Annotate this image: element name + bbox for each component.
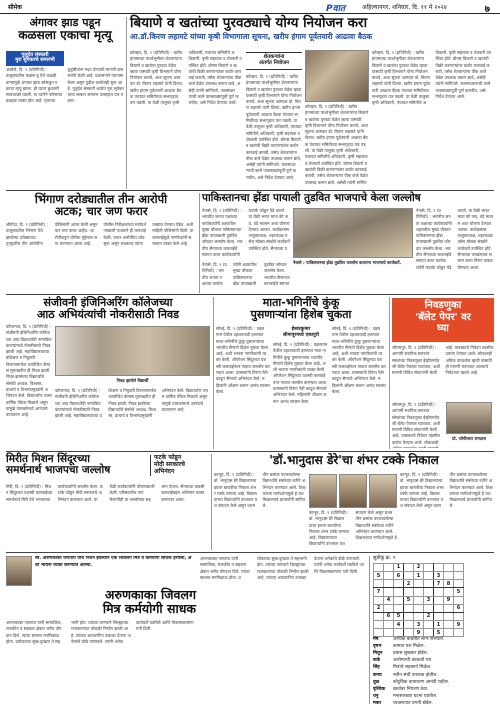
sudoku-cell [394, 588, 404, 596]
sudoku-cell [434, 612, 444, 620]
sudoku-cell [404, 571, 414, 579]
zodiac-text: खर्चावर नियंत्रण ठेवा. [393, 686, 429, 692]
zodiac-sign: मिथुन [373, 651, 383, 657]
sudoku-cell [444, 604, 454, 612]
zodiac-sign: मेष [373, 637, 379, 642]
sudoku-grid [373, 563, 464, 638]
sudoku-cell: 2 [374, 604, 384, 612]
article-body-mid: कान्हूर, दि. ९ (प्रतिनिधी) : डॉ. भानुदास डेरे विद्यालयाचा इयत्ता बारावीचा निकाल शंभर टक्के लागला आहे. विद्यालयाच्या विद्यार्थ्यांनी उज्ज्वल यश संपादन केले असून प्रथम तीन क्रमांक पटकावलेल्या विद्यार्थ्यांचे संस्थेच्या वतीने अभिनंदन करण्यात आले. शिक्षकांच्या मार्गदर्शनामुळे हे [309, 510, 397, 547]
sudoku-cell [434, 596, 444, 604]
sudoku-cell: 5 [394, 612, 404, 620]
sudoku-cell [374, 612, 384, 620]
tag-title: ईश्वरकुमार [291, 327, 311, 332]
headline: पाकिस्तानचा झेंडा पायाली तुडवित भाजपाचे केला जल्लोष [202, 192, 421, 204]
sudoku-cell [384, 580, 394, 588]
article-body-mid: सोनई, दि. ९ (प्रतिनिधी) : पहलगाम येथील दहशतवादी हल्ल्यात माता-भगिनींचे कुंकू पुसणाऱ्यांचा भारतीय सैन्याने हिशेब चुकता केला आहे, अशी भावना नागरिकांनी व्यक्त केली. ऑपरेशन सिंदूरच्या यशस्वी कारवाईनंतर गावात जल्लोष करण्यात आला. ग्रामस्थांनी तिरंगा रॅली काढून सैन्याचे अभिनंदन केले. महिलांनी औक्षण करून आनंद साजरा केला. [273, 342, 328, 404]
article-miri [6, 454, 146, 477]
sub-box-title: गुलुदेव संस्कारी [21, 51, 49, 58]
article-body-left: कान्हूर, दि. ९ (प्रतिनिधी) : डॉ. भानुदास डेरे विद्यालयाचा इयत्ता बारावीचा निकाल शंभर टक्के लागला आहे. विद्यालयाच्या विद्यार्थ्यांनी उज्ज्वल यश संपादन केले असून प्रथम तीन क्रमांक पटकावलेल्या विद्यार्थ्यांचे संस्थेच्या वतीने अभिनंदन करण्यात आले. शिक्षकांच्या मार्गदर्शनामुळे हे यश मिळाल्याचे प्राचार्यांनी सांगितले. [214, 472, 306, 509]
article-body-right: सोनई, दि. ९ (प्रतिनिधी) : पहलगाम येथील दहशतवादी हल्ल्यात माता-भगिनींचे कुंकू पुसणाऱ्यांचा भारतीय सैन्याने हिशेब चुकता केला आहे, अशी भावना नागरिकांनी व्यक्त केली. ऑपरेशन सिंदूरच्या यशस्वी कारवाईनंतर गावात जल्लोष करण्यात आला. ग्रामस्थांनी तिरंगा रॅली काढून सैन्याचे अभिनंदन केले. महिलांनी औक्षण करून आनंद साजरा केला. [332, 326, 386, 394]
sudoku-title: सुडोकू क्र. ९ [373, 555, 396, 561]
sudoku-cell [384, 621, 394, 629]
sudoku-cell: 5 [404, 596, 414, 604]
sudoku-cell [424, 604, 434, 612]
article-body-right: अरुणकाका जगताप यांनी सामाजिक, राजकीय व सहकार क्षेत्रात भरीव योगदान दिले. त्यांचा स्वभाव मनमिळाऊ होता. प्रत्येकाच्या सुख-दुःखात ते सहभागी होत. त्यांच्या जाण्याने जिल्ह्याच्या राजकारणात पोकळी निर्माण झाली आहे. त्यांच्या आठवणींना उजाळा देताना अनेकांचे डोळे पाणावले. त्यांनी अनेक कार्यकर्ते घडविले आणि विकासकामांना गती दिली. [200, 556, 364, 580]
sudoku-cell: 4 [384, 596, 394, 604]
student-photo-2 [339, 474, 367, 508]
portrait-photo [446, 402, 492, 434]
article-tree-fall [6, 16, 124, 104]
zodiac-sign: मकर [373, 700, 382, 704]
article-body-right: कान्हूर, दि. ९ (प्रतिनिधी) : डॉ. भानुदास डेरे विद्यालयाचा इयत्ता बारावीचा निकाल शंभर टक्के लागला आहे. विद्यालयाच्या विद्यार्थ्यांनी उज्ज्वल यश संपादन केले असून प्रथम तीन क्रमांक पटकावलेल्या विद्यार्थ्यांचे संस्थेच्या वतीने अभिनंदन करण्यात आले. शिक्षकांच्या मार्गदर्शनामुळे हे यश मिळाल्याचे प्राचार्यांनी सांगितले. [400, 472, 493, 509]
article-body-top: श्रीरामपूर, दि. ९ (प्रतिनिधी) : आगामी स्थानिक स्वराज्य संस्थांच्या निवडणुका ईव्हीएमऐवजी बॅलेट पेपरवर घ्याव्यात, अशी मागणी विविध संघटनांनी केली आहे. याबाबतचे निवेदन तहसीलदारांना देण्यात आले. लोकशाही अधिक पारदर्शक व्हावी यासाठी ही मागणी करण्यात आल्याचे निवेदनात म्हटले आहे. [392, 345, 494, 376]
zodiac-sign: कन्या [373, 672, 382, 678]
sudoku-cell: 1 [414, 571, 424, 579]
horoscope-row [373, 679, 494, 686]
zodiac-sign: वृश्चिक [373, 686, 386, 692]
sudoku-cell [414, 612, 424, 620]
zodiac-sign: वृषभ [373, 644, 382, 650]
article-robbery [6, 193, 196, 218]
sudoku-cell: 4 [394, 621, 404, 629]
sudoku-cell: 7 [434, 580, 444, 588]
article-body-left: सोनई, दि. ९ (प्रतिनिधी) : पहलगाम येथील दहशतवादी हल्ल्यात माता-भगिनींचे कुंकू पुसणाऱ्यांचा भारतीय सैन्याने हिशेब चुकता केला आहे, अशी भावना नागरिकांनी व्यक्त केली. ऑपरेशन सिंदूरच्या यशस्वी कारवाईनंतर गावात जल्लोष करण्यात आला. ग्रामस्थांनी तिरंगा रॅली काढून सैन्याचे अभिनंदन केले. महिलांनी औक्षण करून आनंद साजरा केला. [216, 326, 270, 394]
horoscope-row [373, 657, 494, 664]
headline-line1: अरुणकाका जिवलग [104, 587, 196, 602]
zodiac-text: मनासारख्या घटना घडतील. [393, 693, 438, 699]
article-body: श्रीगोंदा, दि. ९ (प्रतिनिधी) : तालुक्यातील भिंगाण येथे झालेल्या दरोड्याच्या गुन्ह्यातील तीन आरोपींना पोलिसांनी अटक केली असून चार जण फरार आहेत. आरोपींकडून चोरीचा मुद्देमाल जप्त करण्यात आला आहे. पोलीस निरीक्षकांच्या मार्गदर्शनाखाली पथकाने ही कारवाई केली. फरार आरोपींचा शोध सुरू असून लवकरच त्यांना ताब्यात घेण्यात येईल, अशी माहिती पोलिसांनी दिली. या कारवाईमुळे नागरिकांनी समाधान व्यक्त केले आहे. [6, 222, 194, 246]
sudoku-cell: 1 [394, 563, 404, 571]
horoscope-row [373, 686, 494, 693]
article-body-mid: कोल्हार, दि. ९ (प्रतिनिधी) : खरीप हंगामाच्या पार्श्वभूमीवर शेतकऱ्यांना बियाणे व खतांचा पुरवठा वेळेत व्हावा यासाठी कृषी विभागाने योग्य नियोजन करावे, अशा सूचना आमदार डॉ. किरण लहामटे यांनी दिल्या. खरीप हंगाम पूर्वतयारी आढावा बैठक पंचायत समितीच्या सभागृहात पार पडली. या वेळी तालुका कृषी अधिकारी, पंचायत समितीचे अधिकारी, कृषी सहायक व शेतकरी उपस्थित होते. बोगस बियाणे व खतांची विक्री करणाऱ्यांवर कठोर कारवाई करावी, तसेच शेतकऱ्यांना पीक कर्ज वेळेत उपलब्ध करून द्यावे, असेही त्यांनी सांगितले. जलसंधारणाची कामे पावसाळ्यापूर्वी पूर्ण करावीत, असे निर्देश देण्यात आले. [246, 74, 302, 180]
sudoku-cell [384, 604, 394, 612]
sudoku-cell [384, 588, 394, 596]
sudoku-cell: 9 [454, 621, 464, 629]
article-body-left: कोल्हार, दि. ९ (प्रतिनिधी) : खरीप हंगामाच्या पार्श्वभूमीवर शेतकऱ्यांना बियाणे व खतांचा पुरवठा वेळेत व्हावा यासाठी कृषी विभागाने योग्य नियोजन करावे, अशा सूचना आमदार डॉ. किरण लहामटे यांनी दिल्या. खरीप हंगाम पूर्वतयारी आढावा बैठक पंचायत समितीच्या सभागृहात पार पडली. या वेळी तालुका कृषी अधिकारी, पंचायत समितीचे अधिकारी, कृषी सहायक व शेतकरी उपस्थित होते. बोगस बियाणे व खतांची विक्री करणाऱ्यांवर कठोर कारवाई करावी, तसेच शेतकऱ्यांना पीक कर्ज वेळेत उपलब्ध करून द्यावे, असेही त्यांनी सांगितले. जलसंधारणाची कामे पावसाळ्यापूर्वी पूर्ण करावीत, असे निर्देश देण्यात आले. [130, 50, 242, 106]
zodiac-text: आर्थिक बाबतीत लाभ संभवतो. [393, 637, 445, 642]
headline-line1: भिंगाण दरोड्यातील तीन आरोपी [34, 192, 168, 206]
sudoku-cell [444, 571, 454, 579]
sudoku-cell [444, 612, 454, 620]
headline-line2: आठ अभियंत्यांची नोकरीसाठी निवड [37, 307, 179, 321]
zodiac-text: मित्रांचे सहकार्य मिळेल. [393, 665, 432, 671]
zodiac-text: कामात यश मिळेल. [393, 644, 425, 650]
sub-box-title2: मुरा सुपेकरचे समारंभी [15, 57, 55, 64]
brand-logo: Pवात [326, 4, 346, 14]
sudoku-cell [404, 604, 414, 612]
headline: बियाणे व खतांच्या पुरवठ्याचे योग्य नियोजन करा [130, 15, 368, 31]
sudoku-cell [424, 571, 434, 579]
sudoku-cell [394, 596, 404, 604]
sudoku-cell: 6 [454, 604, 464, 612]
sudoku-cell [424, 580, 434, 588]
horoscope-row [373, 693, 494, 700]
horoscope-row [373, 636, 494, 643]
article-body-photo: कोल्हार, दि. ९ (प्रतिनिधी) : खरीप हंगामाच्या पार्श्वभूमीवर शेतकऱ्यांना बियाणे व खतांचा पुरवठा वेळेत व्हावा यासाठी कृषी विभागाने योग्य नियोजन करावे, अशा सूचना आमदार डॉ. किरण लहामटे यांनी दिल्या. खरीप हंगाम पूर्वतयारी आढावा बैठक पंचायत समितीच्या सभागृहात पार पडली. या वेळी तालुका कृषी अधिकारी, पंचायत समितीचे अधिकारी, कृषी सहायक व शेतकरी उपस्थित होते. बोगस बियाणे व खतांची विक्री करणाऱ्यांवर कठोर कारवाई करावी, तसेच शेतकऱ्यांना पीक कर्ज वेळेत उपलब्ध करून द्यावे, असेही त्यांनी सांगित [305, 104, 369, 184]
sudoku-cell: 2 [414, 563, 424, 571]
headline-line1: माता-भगिनींचे कुंकू [262, 296, 340, 309]
article-arunkaka [6, 588, 196, 615]
zodiac-text: नवीन संधी उपलब्ध होतील. [393, 672, 438, 678]
sudoku-cell [444, 588, 454, 596]
sudoku-cell [454, 612, 464, 620]
article-body-left: नेवासे, दि. ९ (प्रतिनिधी) : भारतीय जनता पक्षाच्या कार्यकर्त्यांनी शहरातील मुख्य चौकात पाकिस्तानचा झेंडा पायाखाली तुडवित जोरदार जल्लोष केला. भारतीय सैन्याच्या कारवाईचे स्वागत करत कार्यकर्त्यांनी फटाके फोडून पेढे वाटले. या वेळी भारत माता की जय, वंदे मातरम अशा घोषणा देण्यात आल्या. कार्यक्रमास तालुकाध्यक्ष, शहराध्यक्ष तसेच मोठ्या संख्येने कार्यकर्ते उपस्थित होते. सैन्याच्या प [202, 208, 290, 258]
article-seeds-fertilizers [130, 16, 494, 41]
banner-line1: निवडणुका [424, 300, 462, 311]
horoscope-row [373, 672, 494, 679]
sudoku-cell: 3 [424, 596, 434, 604]
celebration-photo [293, 208, 413, 258]
sudoku-cell: 6 [384, 612, 394, 620]
article-body-left: अरुणकाका जगताप यांनी सामाजिक, राजकीय व सहकार क्षेत्रात भरीव योगदान दिले. त्यांचा स्वभाव मनमिळाऊ होता. प्रत्येकाच्या सुख-दुःखात ते सहभागी होत. त्यांच्या जाण्याने जिल्ह्याच्या राजकारणात पोकळी निर्माण झाली आहे. त्यांच्या आठवणींना उजाळा देताना अनेकांचे डोळे पाणावले. त्यांनी अनेक कार्यकर्ते घडविले आणि विकासकामांना गती दिली. [6, 620, 194, 644]
sudoku-cell [454, 580, 464, 588]
sudoku-cell [424, 588, 434, 596]
sudoku-cell [454, 563, 464, 571]
sudoku-cell [434, 588, 444, 596]
sub-headline: आ.डॉ.किरण लहामटे यांच्या कृषी विभागाला सूचना, खरीप हंगाम पूर्वतयारी आढावा बैठक [130, 31, 373, 41]
sudoku-cell [414, 580, 424, 588]
article-intro: स्व. अरुणकाका जगताप यांचे निधन झाल्याने एक जिवलग मित्र व कर्मयोगी साधक हरपला, अशा भावना व्यक्त करण्यात आल्या. [35, 556, 192, 568]
photo-caption: नेवासे : पाकिस्तानचा झेंडा तुडवित जल्लोष करताना भाजपाचे कार्यकर्ते. [293, 260, 402, 265]
sudoku-cell: 9 [444, 596, 454, 604]
horoscope-row [373, 650, 494, 657]
sudoku-cell: 5 [454, 588, 464, 596]
article-sindoor [216, 297, 386, 321]
zodiac-text: प्रवास सुखकर होईल. [393, 651, 429, 657]
horoscope-row [373, 643, 494, 650]
headline-line2: अटक; चार जण फरार [54, 204, 148, 219]
sudoku-cell: 5 [374, 571, 384, 579]
article-body-bottom: नेवासे, दि. ९ (प्रतिनिधी) : भारतीय जनता पक्षाच्या कार्यकर्त्यांनी शहरातील मुख्य चौकात पाकिस्तानचा झेंडा पायाखाली तुडवित जोरदार जल्लोष केला. भारतीय सैन्याच्या कारवाईचे स्वागत [202, 262, 290, 286]
tag-box [273, 326, 329, 339]
sudoku-cell [424, 563, 434, 571]
article-body-right: कोल्हार, दि. ९ (प्रतिनिधी) : खरीप हंगामाच्या पार्श्वभूमीवर शेतकऱ्यांना बियाणे व खतांचा पुरवठा वेळेत व्हावा यासाठी कृषी विभागाने योग्य नियोजन करावे, अशा सूचना आमदार डॉ. किरण लहामटे यांनी दिल्या. खरीप हंगाम पूर्वतयारी आढावा बैठक पंचायत समितीच्या सभागृहात पार पडली. या वेळी तालुका कृषी अधिकारी, पंचायत समितीचे अधिकारी, कृषी सहायक व शेतकरी उपस्थित होते. बोगस बियाणे व खतांची विक्री करणाऱ्यांवर कठोर कारवाई करावी, तसेच शेतकऱ्यांना पीक कर्ज वेळेत उपलब्ध करून द्यावे, असेही त्यांनी सांगितले. जलसंधारणाची कामे पावसाळ्यापूर्वी पूर्ण करावीत, असे निर्देश देण्यात आले. [372, 50, 491, 106]
sudoku-cell [454, 571, 464, 579]
article-body-right: नेवासे, दि. ९ (प्रतिनिधी) : भारतीय जनता पक्षाच्या कार्यकर्त्यांनी शहरातील मुख्य चौकात पाकिस्तानचा झेंडा पायाखाली तुडवित जोरदार जल्लोष केला. भारतीय सैन्याच्या कारवाईचे स्वागत करत कार्यकर्त्यांनी फटाके फोडून पेढे वाटले. या वेळी भारत माता की जय, वंदे मातरम अशा घोषणा देण्यात आल्या. कार्यक्रमास तालुकाध्यक्ष, शहराध्यक्ष तसेच मोठ्या संख्येने कार्यकर्ते उपस्थित होते. सैन्याच्या पराक्रमाला सलाम करत तिरंगा फडकविण्यात आला. [416, 208, 494, 270]
headline-line1: संजीवनी इंजिनिअरिंग कॉलेजच्या [43, 296, 173, 309]
side-box [150, 455, 206, 476]
sudoku-cell: 7 [374, 588, 384, 596]
sudoku-cell: 1 [434, 621, 444, 629]
zodiac-text: कौटुंबिक वातावरण आनंदी राहील. [393, 679, 450, 685]
author-photo [6, 556, 32, 586]
sudoku-cell [444, 563, 454, 571]
article-dere-result [214, 454, 494, 467]
student-photo-1 [309, 474, 337, 508]
sudoku-cell [404, 612, 414, 620]
sudoku-cell: 9 [414, 629, 424, 637]
headline-line2: समर्थनार्थ भाजपचा जल्लोष [6, 464, 111, 477]
section-name: सीमेक [8, 4, 22, 11]
zodiac-sign: धनु [373, 693, 379, 699]
article-sanjivani [6, 297, 210, 321]
sudoku-cell: 2 [424, 612, 434, 620]
students-photo [55, 326, 210, 376]
headline: 'डॉ.भानुदास डेरे'चा शंभर टक्के निकाल [269, 453, 439, 467]
headline-line1: मिरीत मिशन सिंदूरच्या [6, 453, 90, 465]
sudoku-cell [454, 596, 464, 604]
sudoku-cell [374, 580, 384, 588]
sudoku-cell [414, 596, 424, 604]
meeting-photo [305, 50, 369, 102]
page-number: ७ [484, 4, 490, 15]
sudoku-cell: 2 [404, 580, 414, 588]
sudoku-cell [404, 563, 414, 571]
photo-caption: निवड झालेले विद्यार्थी [116, 378, 149, 383]
quote-title: शेतकऱ्यांना [263, 54, 285, 60]
horoscope-row [373, 664, 494, 671]
side-line2: मोदी सरकारचे [154, 460, 185, 468]
sudoku-cell [434, 604, 444, 612]
article-body-left: कोपरगाव, दि. ९ (प्रतिनिधी) : संजीवनी इंजिनिअरिंग कॉलेजच्या आठ विद्यार्थ्यांची नामांकित कंपन्यांमध्ये नोकरीसाठी निवड झाली आहे. महाविद्यालयाच्या प्रशिक्षण व नियुक्ती विभागामार्फत आयोजित कॅम्पस मुलाखतीत ही निवड झाली. निवड झालेल्या विद्यार्थ्यांचे संस्थेचे अध्यक्ष, विश्वस्त, प्राचार्य व विभागप्रमुखांनी अभिनंदन केले. विद्यार्थ्यांना उत्तम वार्षिक पॅकेज मिळाले असून यामुळे पालकांमध्ये आनंदाचे वातावरण आहे. [6, 324, 52, 418]
sudoku-cell [394, 580, 404, 588]
sudoku-cell [384, 571, 394, 579]
sudoku-cell [414, 588, 424, 596]
headline-line2: मित्र कर्मयोगी साधक [102, 600, 196, 616]
headline-line2: पुसणाऱ्यांना हिशेब चुकता [250, 307, 352, 321]
zodiac-sign: कर्क [373, 658, 381, 664]
horoscope-list [373, 636, 494, 704]
sudoku-cell [424, 621, 434, 629]
article-pakistan-flag [202, 193, 494, 204]
banner-line3: घ्या [437, 323, 449, 334]
sudoku-cell [374, 596, 384, 604]
sudoku-cell: 3 [414, 621, 424, 629]
sudoku-cell [394, 604, 404, 612]
student-photo-3 [369, 474, 397, 508]
sudoku-cell: 6 [394, 571, 404, 579]
sudoku-cell [414, 604, 424, 612]
sudoku-cell [374, 563, 384, 571]
banner-line2: 'बॅलेट पेपर' वर [415, 311, 471, 323]
sudoku-cell [384, 563, 394, 571]
side-line1: फटके फोडून [154, 454, 182, 461]
sudoku-cell: 5 [434, 629, 444, 637]
zodiac-text: व्यवसायात प्रगती होईल. [393, 700, 433, 704]
side-line3: अभिनंदन [154, 467, 175, 475]
sudoku-puzzle [373, 556, 494, 637]
sudoku-cell: 8 [444, 580, 454, 588]
headline-line1: अंगावर झाड पडून [29, 16, 101, 29]
sudoku-cell [374, 621, 384, 629]
headline-line2: कळसला एकाचा मृत्यू [18, 27, 112, 42]
zodiac-sign: सिंह [373, 665, 380, 671]
article-body-bottom: कोपरगाव, दि. ९ (प्रतिनिधी) : संजीवनी इंजिनिअरिंग कॉलेजच्या आठ विद्यार्थ्यांची नामांकित कंपन्यांमध्ये नोकरीसाठी निवड झाली आहे. महाविद्यालयाच्या प्रशिक्षण व नियुक्ती विभागामार्फत आयोजित कॅम्पस मुलाखतीत ही निवड झाली. निवड झालेल्या विद्यार्थ्यांचे संस्थेचे अध्यक्ष, विश्वस्त, प्राचार्य व विभागप्रमुखांनी अभिनंदन केले. विद्यार्थ्यांना उत्तम वार्षिक पॅकेज मिळाले असून यामुळे पालकांमध्ये आनंदाचे वातावरण आहे. [55, 388, 208, 419]
tag-title2: सीमापूरमध्ये एकापुरी [283, 332, 319, 338]
portrait-caption: प्रो. जोगीलाल रामदास [452, 436, 486, 441]
quote-title2: अंतर्गत नियोजन [259, 59, 289, 66]
article-body-left: श्रीरामपूर, दि. ९ (प्रतिनिधी) : आगामी स्थानिक स्वराज्य संस्थांच्या निवडणुका ईव्हीएमऐवजी बॅलेट पेपरवर घ्याव्यात, अशी मागणी विविध संघटनांनी केली आहे. याबाबतचे निवेदन तहसीलदारांना देण्यात आले. लोकशाही [392, 402, 441, 445]
sudoku-cell [434, 563, 444, 571]
sudoku-cell [404, 588, 414, 596]
zodiac-sign: तूळ [373, 679, 380, 685]
quote-box [246, 52, 302, 70]
sudoku-cell: 3 [434, 571, 444, 579]
sudoku-cell [404, 621, 414, 629]
article-body: अकोले, दि. ९ (प्रतिनिधी) : तालुक्यातील कळस बु येथे वादळी वाऱ्यामुळे अंगावर झाड कोसळून एकाचा मृत्यू झाला. ही घटना बुधवारी सायंकाळी घडली. या घटनेने परिसरात हळहळ व्यक्त होत आहे. मृताच्या कुटुंबीयांना मदत देण्याची मागणी ग्रामस्थांनी केली आहे. प्रशासनाने पंचनामा केला असून पुढील कार्यवाही सुरू आहे. गुलुदेव संस्कारी शाळेत मुरा सुपेकर यांचा सत्कार समारंभ उत्साहात पार पडला. [6, 67, 124, 104]
ballot-banner [392, 298, 494, 342]
article-body: मिरी, दि. ९ (प्रतिनिधी) : मिशन सिंदूरच्या यशस्वी कारवाईच्या समर्थनार्थ मिरी येथे भाजपच्या कार्यकर्त्यांनी जल्लोष केला. फटाके फोडून मोदी सरकारचे अभिनंदन करण्यात आले. या वेळी कार्यकर्त्यांनी घोषणाबाजी केली. परिसरातील नागरिकांनीही या जल्लोषात सहभाग घेतला. सैन्याच्या धाडसी कारवाईबद्दल अभिमान व्यक्त करण्यात आला. [6, 484, 205, 502]
page-header [0, 0, 500, 14]
issue-date: अहिल्यानगर, शनिवार, दि. ११ मे २०२४ [362, 4, 447, 11]
horoscope-row [373, 700, 494, 704]
zodiac-text: आरोग्याची काळजी घ्या. [393, 658, 433, 664]
sudoku-cell [444, 621, 454, 629]
